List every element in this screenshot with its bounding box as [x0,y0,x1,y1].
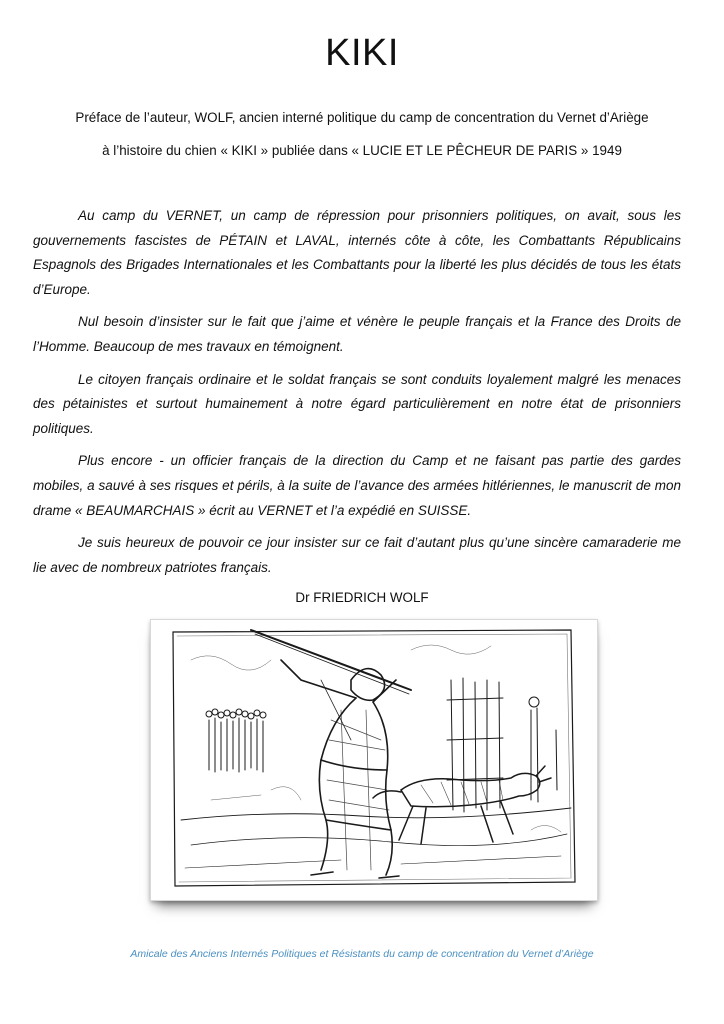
footer-association: Amicale des Anciens Internés Politiques et Résistants du camp de concentration du Vernet d’Ariège [130,948,594,960]
paragraph-1: Au camp du VERNET, un camp de répression pour prisonniers politiques, on avait, sous les gouvernements fascistes de PÉTAIN et LAVAL, internés côte à côte, les Combattants Républicains Espagnols des Brigades Internationales et les Combattants pour la liberté les plus décidés de tous les états d’Europe. [33,208,681,297]
ink-sketch-icon [151,620,597,900]
paragraph-5: Je suis heureux de pouvoir ce jour insister sur ce fait d’autant plus qu’une sincère camaraderie me lie avec de nombreux patriotes français. [33,535,681,575]
signature: Dr FRIEDRICH WOLF [295,590,429,605]
sketch-illustration [150,619,598,901]
preface-body [33,204,681,588]
paragraph-4: Plus encore - un officier français de la direction du Camp et ne faisant pas partie des gardes mobiles, a sauvé à ses risques et périls, à la suite de l’avance des armées hitlériennes, le manuscrit de mon drame « BEAUMARCHAIS » écrit au VERNET et l’a expédié en SUISSE. [33,453,681,518]
paragraph-2: Nul besoin d’insister sur le fait que j’aime et vénère le peuple français et la France des Droits de l’Homme. Beaucoup de mes travaux en témoignent. [33,314,681,354]
page-title: KIKI [325,32,399,74]
paragraph-3: Le citoyen français ordinaire et le soldat français se sont conduits loyalement malgré les menaces des pétainistes et surtout humainement à notre égard particulièrement en notre état de prisonniers politiques. [33,371,681,436]
subtitle-line-1: Préface de l’auteur, WOLF, ancien interné politique du camp de concentration du Vernet d’Ariège [75,110,649,125]
subtitle-line-2: à l’histoire du chien « KIKI » publiée dans « LUCIE ET LE PÊCHEUR DE PARIS » 1949 [102,143,622,158]
